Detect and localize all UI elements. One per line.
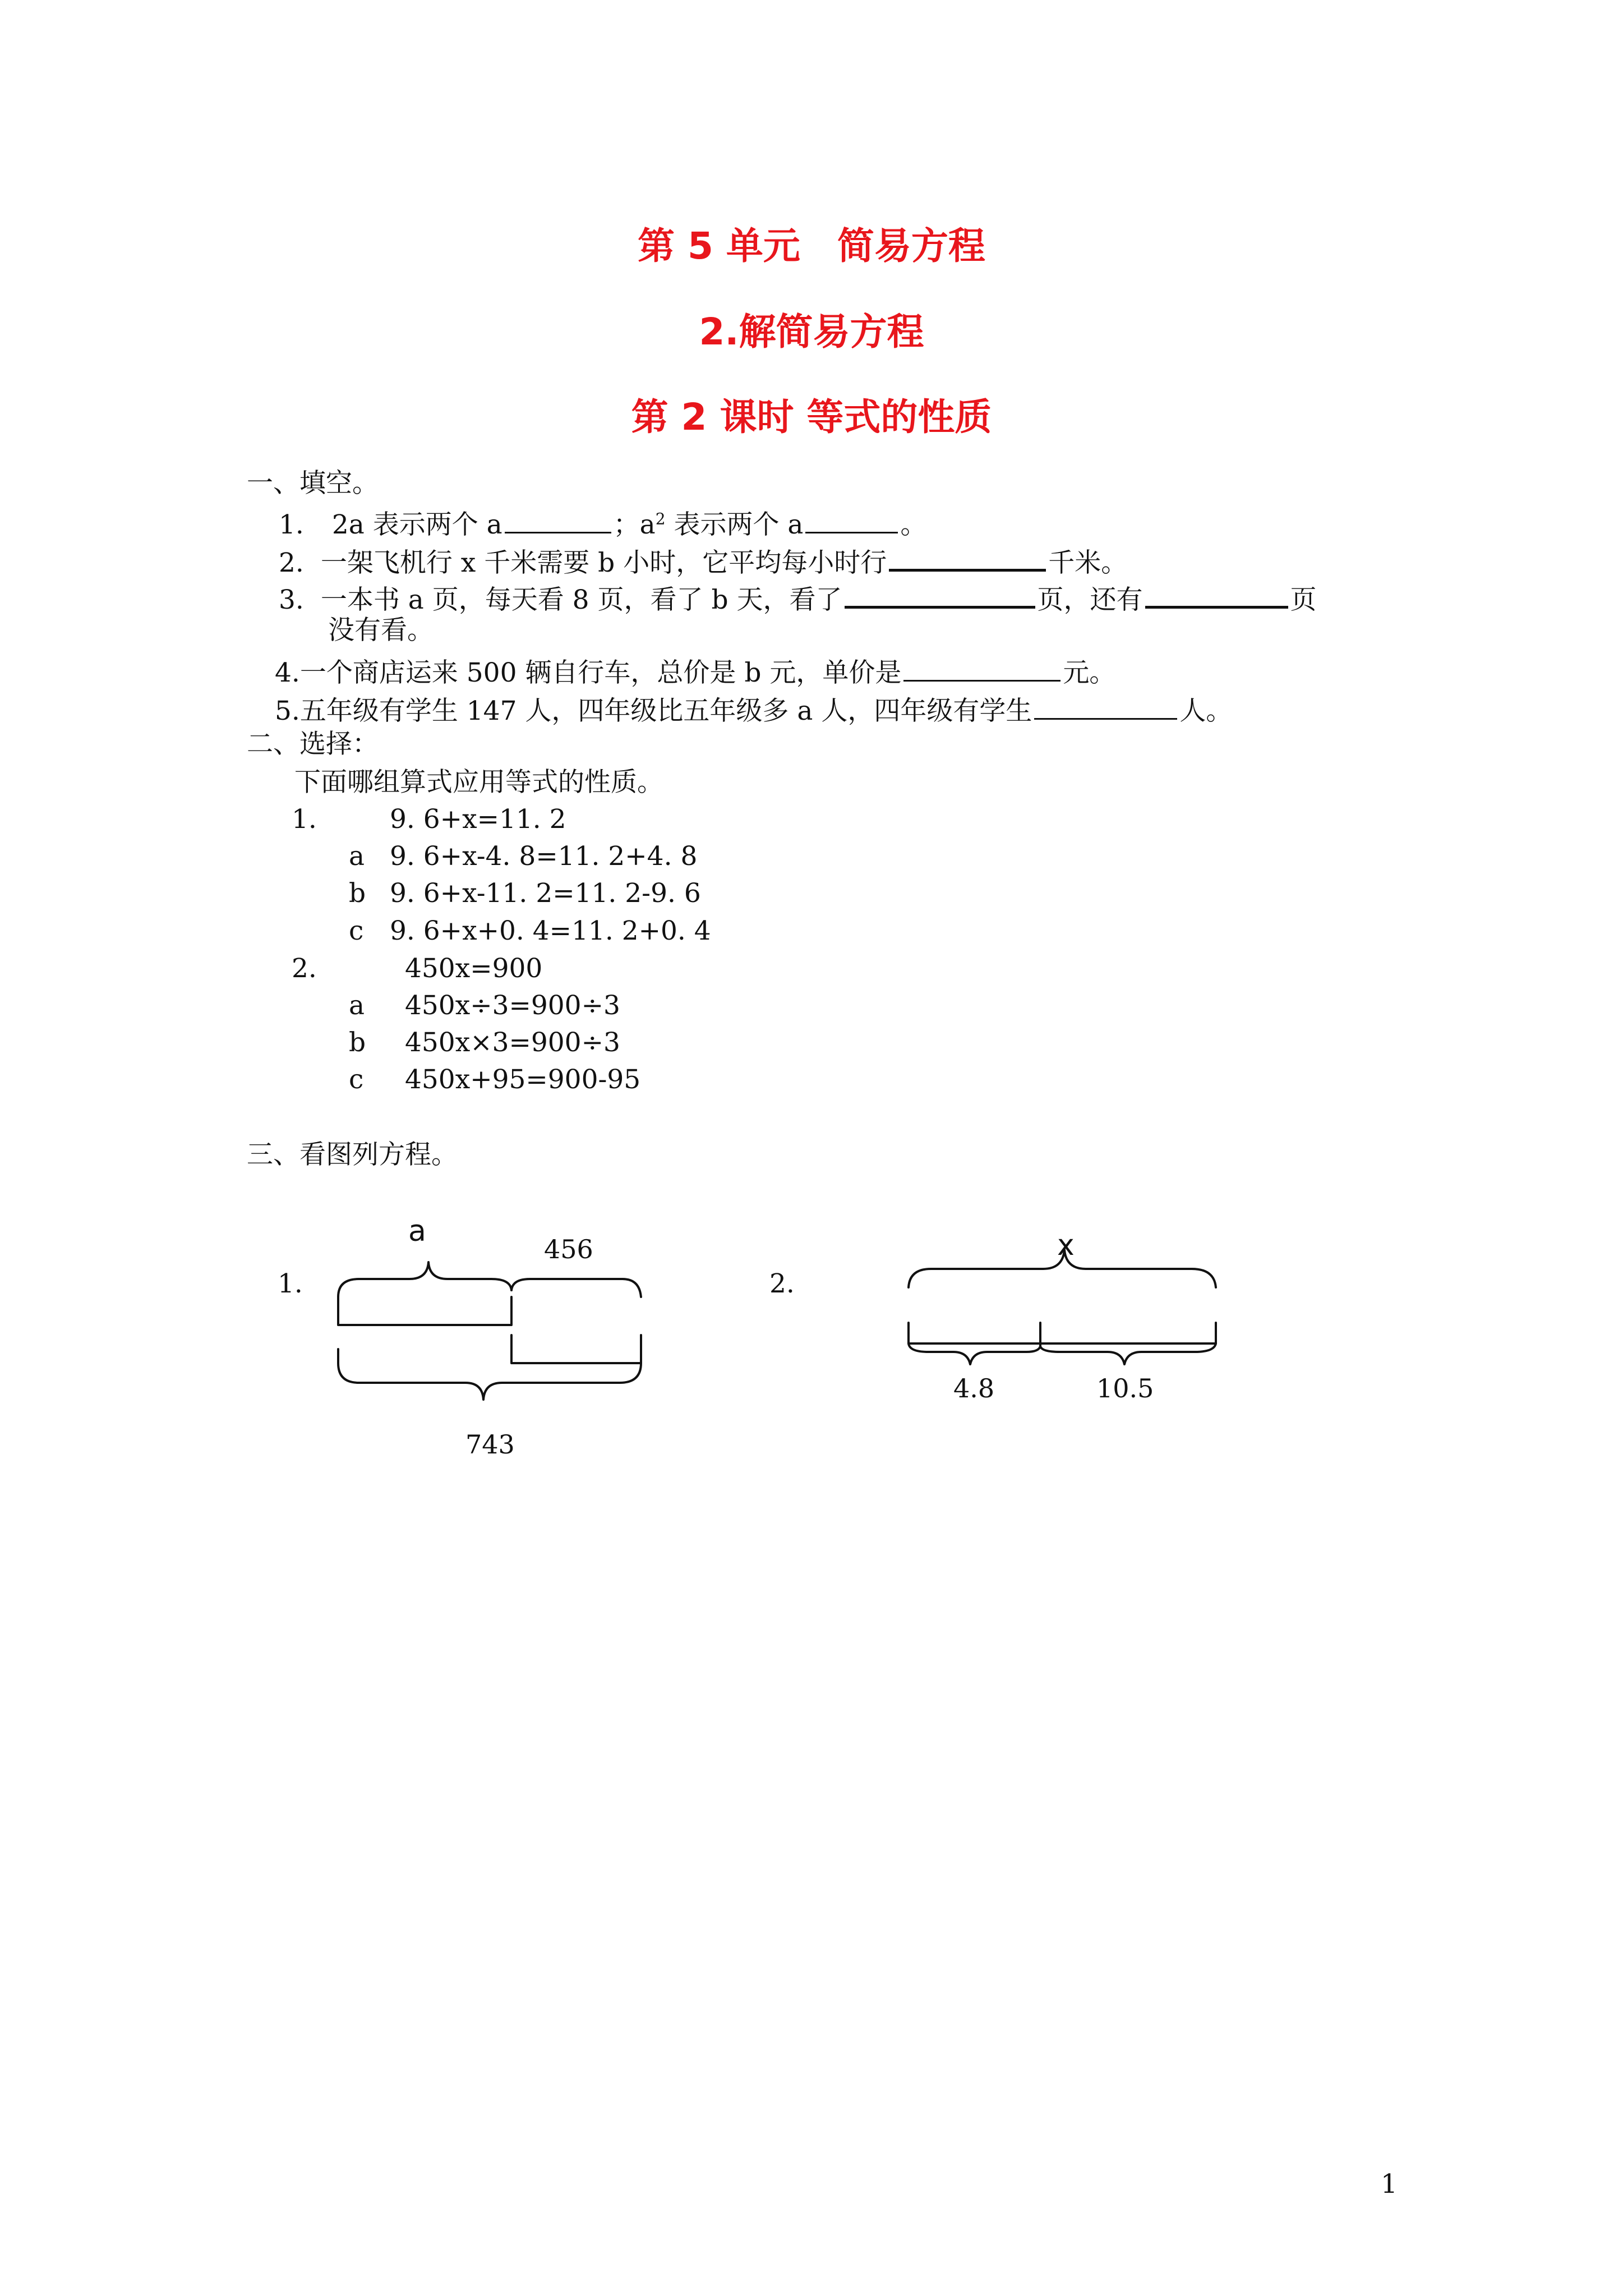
q1-text-b: ；a: [613, 509, 656, 540]
q1-number: 1.: [279, 509, 304, 540]
p2-q1-equation: 9. 6+x=11. 2: [390, 804, 566, 835]
diagram2-bottom-brace-10-5: [1040, 1343, 1216, 1364]
q4-number: 4.: [275, 657, 300, 688]
p2-q1-option-b[interactable]: 9. 6+x-11. 2=11. 2-9. 6: [390, 878, 701, 909]
page-number: 1: [1381, 2169, 1398, 2200]
q4-text-a: 一个商店运来 500 辆自行车，总价是 b 元，单价是: [299, 657, 902, 688]
part3-heading: 三、看图列方程。: [247, 1139, 458, 1170]
diagram1-bottom-bar: [338, 1335, 641, 1363]
q4-text-b: 元。: [1063, 657, 1116, 688]
part2-heading: 二、选择：: [247, 729, 379, 760]
diagram2-label-4-8: 4.8: [953, 1373, 995, 1404]
p2-q2-option-a-letter[interactable]: a: [349, 990, 365, 1021]
q5-text-b: 人。: [1179, 696, 1233, 726]
p2-q1-option-c-letter[interactable]: c: [349, 915, 364, 946]
q3-text-a: 一本书 a 页，每天看 8 页，看了 b 天，看了: [320, 585, 842, 615]
part1-heading: 一、填空。: [247, 468, 379, 499]
q1-text-d: 。: [900, 509, 927, 540]
q2-text-a: 一架飞机行 x 千米需要 b 小时，它平均每小时行: [320, 547, 887, 578]
diagram1-label-743: 743: [465, 1429, 515, 1460]
p2-q1-option-b-letter[interactable]: b: [349, 878, 366, 909]
diagram1-label-a: a: [408, 1214, 426, 1248]
diagram1-top-brace-456: [511, 1279, 641, 1297]
p2-q2-option-b-letter[interactable]: b: [349, 1027, 366, 1058]
p2-q1-option-a-letter[interactable]: a: [349, 841, 365, 872]
p2-q1-option-a[interactable]: 9. 6+x-4. 8=11. 2+4. 8: [390, 841, 698, 872]
q3-text-c: 页: [1290, 585, 1317, 615]
q2-number: 2.: [279, 547, 304, 578]
q1-text-a: 2a 表示两个 a: [331, 509, 502, 540]
section-title: 2.解简易方程: [699, 310, 924, 353]
diagram2-bar: [909, 1323, 1216, 1346]
p2-q2-option-c[interactable]: 450x+95=900-95: [405, 1064, 641, 1095]
q3-number: 3.: [279, 585, 304, 615]
p2-q1-option-c[interactable]: 9. 6+x+0. 4=11. 2+0. 4: [390, 915, 711, 946]
diagram1-top-bar: [338, 1297, 511, 1325]
diagram1-label-456: 456: [544, 1234, 593, 1264]
p2-q2-option-a[interactable]: 450x÷3=900÷3: [405, 990, 620, 1021]
q1-text-c: 表示两个 a: [665, 509, 804, 540]
p2-q2-number: 2.: [292, 953, 317, 984]
p2-q1-number: 1.: [292, 804, 317, 835]
q3-continuation: 没有看。: [328, 615, 434, 646]
diagram2-label-10-5: 10.5: [1096, 1373, 1154, 1404]
q3-text-b: 页，还有: [1037, 585, 1143, 615]
unit-title: 第 5 单元 简易方程: [638, 224, 985, 268]
diagram2-label-x: x: [1057, 1228, 1075, 1262]
p2-q2-equation: 450x=900: [405, 953, 543, 984]
diagram2-number: 2.: [769, 1268, 795, 1299]
lesson-title: 第 2 课时 等式的性质: [631, 395, 992, 439]
diagram1-number: 1.: [278, 1268, 303, 1299]
q5-number: 5.: [275, 696, 300, 726]
p2-q2-option-b[interactable]: 450x×3=900÷3: [405, 1027, 620, 1058]
part2-instruction: 下面哪组算式应用等式的性质。: [294, 767, 663, 798]
diagram1-top-brace-a: [338, 1262, 511, 1297]
q1-superscript: 2: [655, 509, 666, 528]
p2-q2-option-c-letter[interactable]: c: [349, 1064, 364, 1095]
diagram1-bottom-brace-743: [338, 1363, 641, 1400]
q5-text-a: 五年级有学生 147 人，四年级比五年级多 a 人，四年级有学生: [299, 696, 1032, 726]
diagram2-bottom-brace-4-8: [909, 1343, 1040, 1364]
q2-text-b: 千米。: [1048, 547, 1128, 578]
